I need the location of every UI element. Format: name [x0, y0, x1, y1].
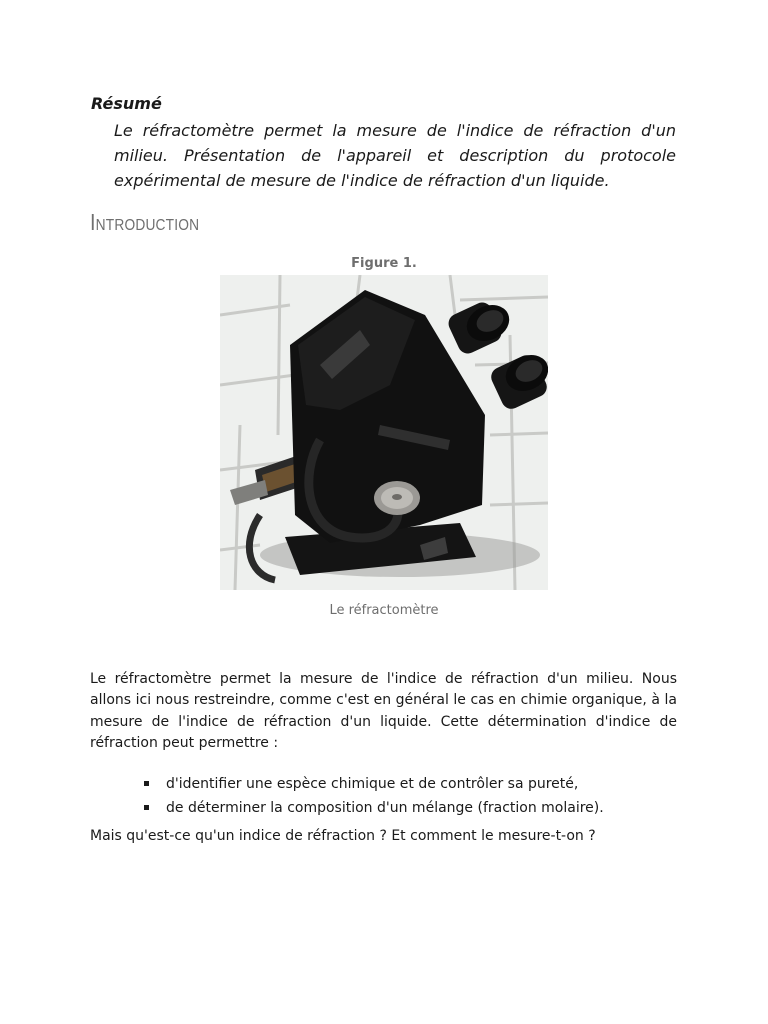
list-item-text: de déterminer la composition d'un mélange (fraction molaire).	[166, 800, 604, 816]
bullet-marker	[144, 805, 149, 810]
section-heading-introduction: Introduction	[90, 209, 200, 235]
bullet-marker	[144, 781, 149, 786]
bullet-list	[142, 772, 604, 820]
list-item	[142, 796, 604, 820]
figure-label: Figure 1.	[351, 256, 417, 271]
intro-paragraph: Le réfractomètre permet la mesure de l'indice de réfraction d'un milieu. Nous allons ici nous restreindre, comme c'est en général le cas en chimie organique, à la mesure de l'indice de réfraction d'un liquide. Cette détermination d'indice de réfraction peut permettre :	[90, 671, 677, 751]
refractometer-photo	[220, 275, 548, 590]
figure-caption: Le réfractomètre	[329, 603, 439, 618]
resume-title: Résumé	[91, 94, 162, 113]
list-item	[142, 772, 604, 796]
resume-body: Le réfractomètre permet la mesure de l'indice de réfraction d'un milieu. Présentation de l'appareil et description du protocole expérimental de mesure de l'indice de réfraction d'un liquide.	[114, 121, 676, 190]
closing-question: Mais qu'est-ce qu'un indice de réfraction ? Et comment le mesure-t-on ?	[90, 828, 596, 844]
list-item-text: d'identifier une espèce chimique et de contrôler sa pureté,	[166, 776, 579, 792]
